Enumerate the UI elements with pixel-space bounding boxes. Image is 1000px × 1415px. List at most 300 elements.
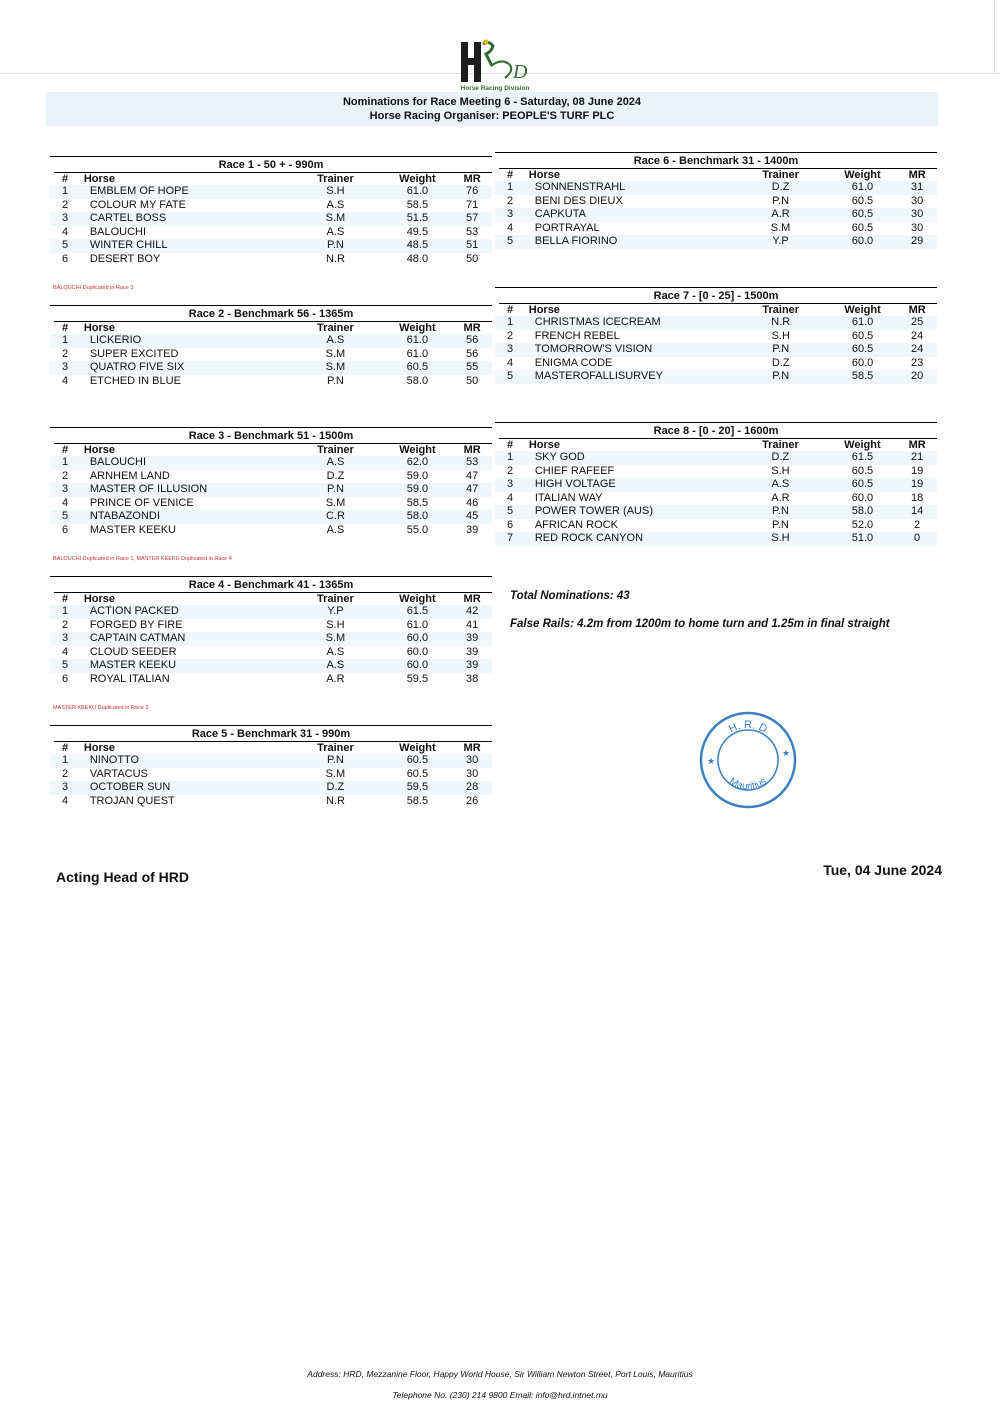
trainer: P.N	[772, 194, 790, 207]
entry-number: 3	[495, 208, 529, 222]
table-row	[50, 768, 492, 782]
race-title: Race 6 - Benchmark 31 - 1400m	[633, 155, 799, 167]
weight: 61.0	[828, 181, 898, 195]
mr-rating: 30	[465, 767, 479, 780]
page-divider-vertical	[994, 0, 995, 73]
weight: 60.0	[383, 659, 453, 673]
entry-number: 1	[495, 316, 529, 330]
total-nominations: Total Nominations: 43	[510, 590, 630, 602]
horse-name: ARNHEM LAND	[89, 469, 170, 482]
column-header-horse: Horse	[83, 173, 115, 185]
weight: 51.0	[828, 532, 898, 546]
trainer: D.Z	[733, 181, 827, 195]
column-header-mr: MR	[463, 593, 481, 605]
trainer: A.R	[771, 491, 790, 504]
trainer: D.Z	[326, 469, 345, 482]
table-row	[50, 199, 492, 213]
race-4-block	[50, 576, 492, 686]
column-header-weight: Weight	[844, 169, 881, 181]
horse-name: PRINCE OF VENICE	[89, 496, 194, 509]
column-header-mr: MR	[908, 304, 926, 316]
trainer: S.M	[770, 221, 791, 234]
trainer: S.M	[325, 347, 346, 360]
entry-number: 1	[50, 456, 84, 470]
column-header-num: #	[62, 173, 69, 185]
table-row	[495, 505, 937, 519]
table-row	[495, 208, 937, 222]
table-row	[50, 470, 492, 484]
table-row	[495, 330, 937, 344]
entry-number: 2	[507, 329, 514, 342]
horse-name: MASTEROFALLISURVEY	[529, 370, 734, 384]
weight: 48.0	[406, 252, 429, 265]
table-row	[50, 497, 492, 511]
trainer: A.S	[288, 456, 382, 470]
trainer: D.Z	[733, 451, 827, 465]
column-header-mr: MR	[463, 173, 481, 185]
horse-name: FRENCH REBEL	[534, 329, 620, 342]
race-2-block	[50, 305, 492, 388]
entry-number: 4	[507, 221, 514, 234]
weight: 61.0	[383, 334, 453, 348]
entry-number: 4	[507, 491, 514, 504]
weight: 60.0	[851, 356, 874, 369]
mr-rating: 30	[452, 754, 492, 768]
nominations-table	[50, 593, 492, 686]
weight: 59.5	[383, 781, 453, 795]
trainer: S.H	[771, 329, 790, 342]
entry-number: 7	[495, 532, 529, 546]
weight: 61.0	[828, 316, 898, 330]
trainer: S.H	[733, 532, 827, 546]
race-3-block	[50, 427, 492, 537]
table-row	[495, 222, 937, 236]
entry-number: 6	[62, 523, 69, 536]
mr-rating: 56	[452, 334, 492, 348]
weight: 58.5	[828, 370, 898, 384]
horse-name: BELLA FIORINO	[529, 235, 734, 249]
entry-number: 1	[50, 754, 84, 768]
column-header-trainer: Trainer	[317, 173, 354, 185]
entry-number: 2	[62, 767, 69, 780]
table-header-row	[495, 304, 937, 316]
column-header-trainer: Trainer	[317, 444, 354, 456]
mr-rating: 39	[452, 632, 492, 646]
mr-rating: 28	[452, 781, 492, 795]
horse-name: DESERT BOY	[89, 252, 161, 265]
trainer: S.M	[288, 632, 382, 646]
mr-rating: 19	[897, 478, 937, 492]
weight: 60.5	[828, 208, 898, 222]
entry-number: 4	[507, 356, 514, 369]
hrd-stamp-seal	[698, 710, 798, 810]
trainer: A.S	[733, 478, 827, 492]
mr-rating: 46	[466, 496, 479, 509]
table-row	[495, 492, 937, 506]
weight: 58.5	[406, 198, 429, 211]
column-header-trainer: Trainer	[762, 169, 799, 181]
table-row	[50, 253, 492, 267]
trainer: A.R	[733, 208, 827, 222]
weight: 60.5	[851, 464, 874, 477]
mr-rating: 71	[465, 198, 479, 211]
mr-rating: 30	[911, 194, 924, 207]
false-rails-note: False Rails: 4.2m from 1200m to home turn and 1.25m in final straight	[510, 618, 890, 630]
column-header-num: #	[62, 322, 69, 334]
trainer: P.N	[771, 518, 789, 531]
mr-rating: 18	[910, 491, 924, 504]
entry-number: 5	[495, 235, 529, 249]
horse-name: TOMORROW'S VISION	[529, 343, 734, 357]
trainer: C.R	[288, 510, 382, 524]
table-row	[495, 451, 937, 465]
entry-number: 4	[62, 794, 69, 807]
mr-rating: 25	[897, 316, 937, 330]
column-header-trainer: Trainer	[317, 322, 354, 334]
horse-name: CAPTAIN CATMAN	[84, 632, 288, 646]
table-row	[495, 465, 937, 479]
entry-number: 3	[495, 343, 529, 357]
horse-name: TROJAN QUEST	[89, 794, 175, 807]
race-5-block	[50, 725, 492, 808]
table-row	[495, 343, 937, 357]
trainer: S.H	[771, 464, 790, 477]
mr-rating: 38	[465, 672, 479, 685]
column-header-horse: Horse	[83, 444, 115, 456]
column-header-mr: MR	[463, 444, 481, 456]
mr-rating: 30	[897, 208, 937, 222]
table-header-row	[50, 173, 492, 185]
column-header-trainer: Trainer	[317, 742, 354, 754]
table-row	[495, 316, 937, 330]
table-row	[50, 619, 492, 633]
table-row	[495, 370, 937, 384]
mr-rating: 2	[914, 518, 921, 531]
weight: 60.0	[828, 235, 898, 249]
horse-name: NINOTTO	[84, 754, 288, 768]
mr-rating: 24	[897, 343, 937, 357]
column-header-horse: Horse	[83, 593, 116, 605]
table-row	[495, 181, 937, 195]
mr-rating: 39	[466, 523, 479, 536]
nominations-table	[495, 169, 937, 249]
table-header-row	[50, 742, 492, 754]
mr-rating: 30	[911, 221, 924, 234]
table-row	[495, 519, 937, 533]
horse-name: LICKERIO	[84, 334, 288, 348]
weight: 60.0	[383, 632, 453, 646]
trainer: P.N	[288, 239, 382, 253]
horse-name: FORGED BY FIRE	[89, 618, 183, 631]
horse-name: BALOUCHI	[84, 456, 289, 470]
entry-number: 3	[50, 781, 84, 795]
weight: 55.0	[406, 523, 429, 536]
entry-number: 5	[50, 239, 84, 253]
column-header-weight: Weight	[844, 304, 881, 316]
trainer: P.N	[288, 483, 382, 497]
race-title: Race 7 - [0 - 25] - 1500m	[653, 290, 779, 302]
trainer: A.S	[326, 523, 345, 536]
horse-name: SONNENSTRAHL	[529, 181, 734, 195]
column-header-mr: MR	[463, 742, 481, 754]
horse-name: PORTRAYAL	[534, 221, 600, 234]
entry-number: 1	[50, 334, 84, 348]
entry-number: 1	[495, 181, 529, 195]
weight: 51.5	[383, 212, 453, 226]
signatory-title: Acting Head of HRD	[56, 869, 189, 885]
horse-name: COLOUR MY FATE	[89, 198, 186, 211]
weight: 60.0	[851, 491, 874, 504]
column-header-weight: Weight	[399, 322, 436, 334]
trainer: N.R	[734, 316, 828, 330]
weight: 62.0	[383, 456, 453, 470]
weight: 49.5	[406, 225, 429, 238]
mr-rating: 76	[452, 185, 492, 199]
entry-number: 1	[495, 451, 529, 465]
table-row	[50, 510, 492, 524]
column-header-mr: MR	[908, 439, 926, 451]
weight: 59.5	[406, 672, 429, 685]
svg-text:★: ★	[782, 749, 791, 759]
horse-name: CHIEF RAFEEF	[534, 464, 615, 477]
column-header-trainer: Trainer	[762, 304, 800, 316]
footer-contact: Telephone No. (230) 214 9800 Email: info@hrd.intnet.mu	[392, 1390, 608, 1400]
horse-name: POWER TOWER (AUS)	[529, 505, 733, 519]
entry-number: 5	[495, 370, 529, 384]
svg-text:D: D	[513, 61, 528, 83]
table-row	[50, 673, 492, 687]
entry-number: 3	[50, 632, 84, 646]
table-row	[495, 532, 937, 546]
column-header-horse: Horse	[83, 322, 116, 334]
weight: 60.5	[383, 361, 453, 375]
mr-rating: 47	[452, 483, 492, 497]
race-8-block	[495, 422, 937, 546]
mr-rating: 31	[897, 181, 937, 195]
trainer: Y.P	[733, 235, 827, 249]
meeting-title: Nominations for Race Meeting 6 - Saturday, 08 June 2024	[342, 96, 642, 108]
column-header-weight: Weight	[399, 742, 436, 754]
horse-name: BALOUCHI	[89, 225, 147, 238]
race-6-block	[495, 152, 937, 249]
weight: 60.5	[383, 754, 453, 768]
trainer: P.N	[288, 754, 382, 768]
nominations-table	[50, 444, 492, 537]
race-4-duplicate-note: MASTER KEEKU Duplicated in Race 3	[53, 705, 149, 711]
mr-rating: 41	[465, 618, 479, 631]
entry-number: 2	[62, 347, 69, 360]
horse-name: CARTEL BOSS	[84, 212, 288, 226]
race-title: Race 5 - Benchmark 31 - 990m	[191, 728, 351, 740]
mr-rating: 0	[897, 532, 937, 546]
table-row	[50, 226, 492, 240]
race-title: Race 1 - 50 + - 990m	[218, 159, 324, 171]
table-row	[50, 781, 492, 795]
table-row	[50, 185, 492, 199]
weight: 61.5	[383, 605, 453, 619]
table-header-row	[50, 444, 492, 456]
column-header-mr: MR	[463, 322, 481, 334]
horse-name: CHRISTMAS ICECREAM	[529, 316, 734, 330]
horse-name: HIGH VOLTAGE	[529, 478, 733, 492]
trainer: N.R	[325, 794, 345, 807]
horse-name: MASTER OF ILLUSION	[84, 483, 289, 497]
table-row	[495, 478, 937, 492]
weight: 61.0	[406, 347, 429, 360]
mr-rating: 14	[897, 505, 937, 519]
horse-name: WINTER CHILL	[84, 239, 288, 253]
entry-number: 5	[495, 505, 529, 519]
horse-name: MASTER KEEKU	[84, 659, 288, 673]
mr-rating: 56	[465, 347, 479, 360]
entry-number: 1	[50, 605, 84, 619]
horse-name: ACTION PACKED	[84, 605, 288, 619]
table-header-row	[50, 593, 492, 605]
mr-rating: 53	[452, 456, 492, 470]
entry-number: 2	[62, 618, 69, 631]
trainer: A.S	[326, 198, 345, 211]
trainer: A.S	[326, 645, 345, 658]
trainer: P.N	[734, 370, 828, 384]
nominations-table	[495, 304, 937, 384]
trainer: S.M	[288, 361, 382, 375]
mr-rating: 21	[897, 451, 937, 465]
trainer: A.S	[326, 225, 345, 238]
race-title: Race 8 - [0 - 20] - 1600m	[653, 425, 779, 437]
horse-name: BENI DES DIEUX	[534, 194, 623, 207]
logo-caption: Horse Racing Division	[460, 85, 530, 92]
weight: 60.5	[828, 343, 898, 357]
horse-name: ETCHED IN BLUE	[89, 374, 181, 387]
race-1-block	[50, 156, 492, 266]
mr-rating: 42	[452, 605, 492, 619]
trainer: S.M	[325, 767, 346, 780]
column-header-num: #	[507, 169, 514, 181]
horse-name: ITALIAN WAY	[534, 491, 603, 504]
horse-name: NTABAZONDI	[84, 510, 289, 524]
column-header-weight: Weight	[399, 173, 436, 185]
entry-number: 2	[62, 198, 69, 211]
mr-rating: 53	[465, 225, 479, 238]
trainer: S.M	[325, 496, 346, 509]
race-title: Race 2 - Benchmark 56 - 1365m	[188, 308, 354, 320]
organiser-title: Horse Racing Organiser: PEOPLE'S TURF PLC	[369, 110, 615, 122]
entry-number: 5	[50, 510, 84, 524]
horse-name: MASTER KEEKU	[89, 523, 176, 536]
table-row	[495, 357, 937, 371]
table-row	[50, 795, 492, 809]
table-row	[50, 361, 492, 375]
weight: 58.0	[383, 510, 453, 524]
horse-name: ENIGMA CODE	[534, 356, 613, 369]
weight: 58.0	[828, 505, 898, 519]
weight: 61.0	[406, 618, 429, 631]
column-header-num: #	[62, 593, 69, 605]
mr-rating: 45	[452, 510, 492, 524]
table-row	[50, 348, 492, 362]
entry-number: 4	[62, 374, 69, 387]
mr-rating: 47	[466, 469, 479, 482]
weight: 60.5	[851, 221, 874, 234]
mr-rating: 23	[911, 356, 924, 369]
weight: 58.5	[406, 794, 429, 807]
weight: 52.0	[851, 518, 874, 531]
entry-number: 5	[50, 659, 84, 673]
weight: 58.0	[406, 374, 429, 387]
mr-rating: 19	[910, 464, 924, 477]
mr-rating: 57	[452, 212, 492, 226]
race-3-duplicate-note: BALOUCHI Duplicated in Race 1, MASTER KEEKU Duplicated in Race 4	[53, 556, 232, 562]
horse-name: VARTACUS	[89, 767, 148, 780]
table-row	[50, 605, 492, 619]
svg-text:Mauritius: Mauritius	[727, 776, 769, 793]
column-header-weight: Weight	[844, 439, 881, 451]
table-row	[495, 195, 937, 209]
mr-rating: 55	[452, 361, 492, 375]
mr-rating: 20	[897, 370, 937, 384]
svg-text:★: ★	[707, 757, 716, 767]
column-header-horse: Horse	[528, 169, 560, 181]
trainer: D.Z	[771, 356, 790, 369]
column-header-weight: Weight	[399, 593, 436, 605]
column-header-weight: Weight	[399, 444, 436, 456]
table-row	[50, 646, 492, 660]
race-title: Race 4 - Benchmark 41 - 1365m	[188, 579, 354, 591]
table-row	[50, 375, 492, 389]
entry-number: 1	[50, 185, 84, 199]
entry-number: 3	[495, 478, 529, 492]
weight: 59.0	[406, 469, 429, 482]
trainer: D.Z	[288, 781, 382, 795]
mr-rating: 51	[452, 239, 492, 253]
nominations-table	[50, 322, 492, 388]
entry-number: 6	[507, 518, 514, 531]
horse-name: ROYAL ITALIAN	[89, 672, 170, 685]
mr-rating: 24	[911, 329, 924, 342]
trainer: S.H	[326, 618, 345, 631]
table-row	[50, 483, 492, 497]
weight: 61.5	[828, 451, 898, 465]
table-row	[495, 235, 937, 249]
column-header-mr: MR	[908, 169, 926, 181]
trainer: S.H	[288, 185, 382, 199]
column-header-horse: Horse	[83, 742, 115, 754]
horse-name: RED ROCK CANYON	[529, 532, 733, 546]
nominations-table	[50, 173, 492, 266]
horse-name: CLOUD SEEDER	[89, 645, 177, 658]
race-title: Race 3 - Benchmark 51 - 1500m	[188, 430, 354, 442]
weight: 60.0	[406, 645, 429, 658]
table-row	[50, 754, 492, 768]
footer-address: Address: HRD, Mezzanine Floor, Happy World House, Sir William Newton Street, Port Louis, Mauritius	[307, 1369, 693, 1379]
trainer: P.N	[326, 374, 344, 387]
table-header-row	[495, 439, 937, 451]
nominations-table	[50, 742, 492, 808]
table-row	[50, 456, 492, 470]
weight: 60.5	[828, 478, 898, 492]
trainer: A.S	[288, 659, 382, 673]
svg-text:H. R. D: H. R. D	[726, 719, 770, 736]
column-header-num: #	[507, 439, 514, 451]
horse-name: QUATRO FIVE SIX	[84, 361, 288, 375]
entry-number: 2	[62, 469, 69, 482]
table-row	[50, 659, 492, 673]
horse-name: AFRICAN ROCK	[534, 518, 618, 531]
weight: 60.5	[851, 329, 874, 342]
entry-number: 6	[62, 252, 69, 265]
race-7-block	[495, 287, 937, 384]
issue-date: Tue, 04 June 2024	[823, 862, 942, 878]
